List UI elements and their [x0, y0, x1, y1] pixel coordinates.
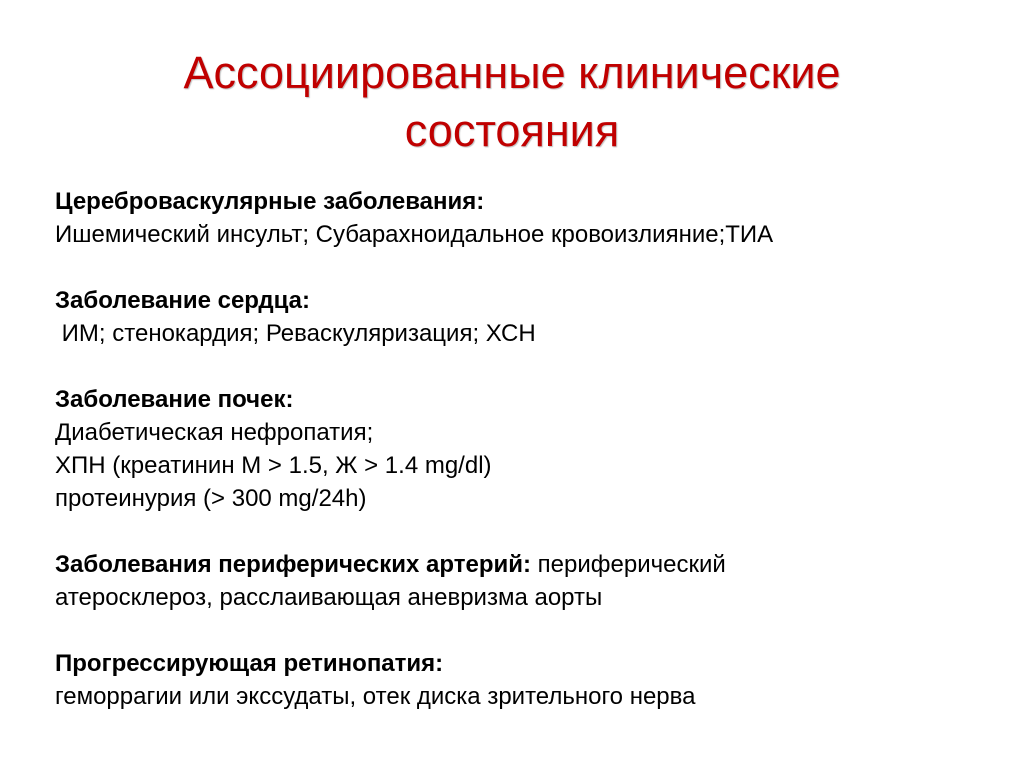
section-text: Ишемический инсульт; Субарахноидальное кровоизлияние;ТИА — [55, 221, 774, 248]
title-line-2: состояния — [404, 105, 620, 156]
section-text: атеросклероз, расслаивающая аневризма аорты — [55, 584, 603, 611]
section-text: протеинурия (> 300 mg/24h) — [55, 485, 367, 512]
section-cerebrovascular — [55, 185, 955, 251]
section-text: геморрагии или экссудаты, отек диска зрительного нерва — [55, 683, 696, 710]
section-first-line — [55, 548, 955, 581]
section-heading: Заболевание сердца: — [55, 287, 310, 314]
section-peripheral-arteries — [55, 548, 955, 614]
slide-content — [55, 185, 955, 713]
section-inline-text: периферический — [531, 551, 726, 578]
section-kidney — [55, 383, 955, 515]
section-text: ИМ; стенокардия; Реваскуляризация; ХСН — [55, 320, 536, 347]
slide-title — [40, 44, 984, 160]
section-text: Диабетическая нефропатия; — [55, 419, 374, 446]
section-heading: Заболевания периферических артерий: — [55, 551, 532, 578]
section-heading: Цереброваскулярные заболевания: — [55, 188, 485, 215]
section-heart — [55, 284, 955, 350]
section-heading: Прогрессирующая ретинопатия: — [55, 650, 444, 677]
section-heading: Заболевание почек: — [55, 386, 294, 413]
section-text: ХПН (креатинин М > 1.5, Ж > 1.4 mg/dl) — [55, 452, 492, 479]
section-retinopathy — [55, 647, 955, 713]
title-line-1: Ассоциированные клинические — [183, 47, 841, 98]
